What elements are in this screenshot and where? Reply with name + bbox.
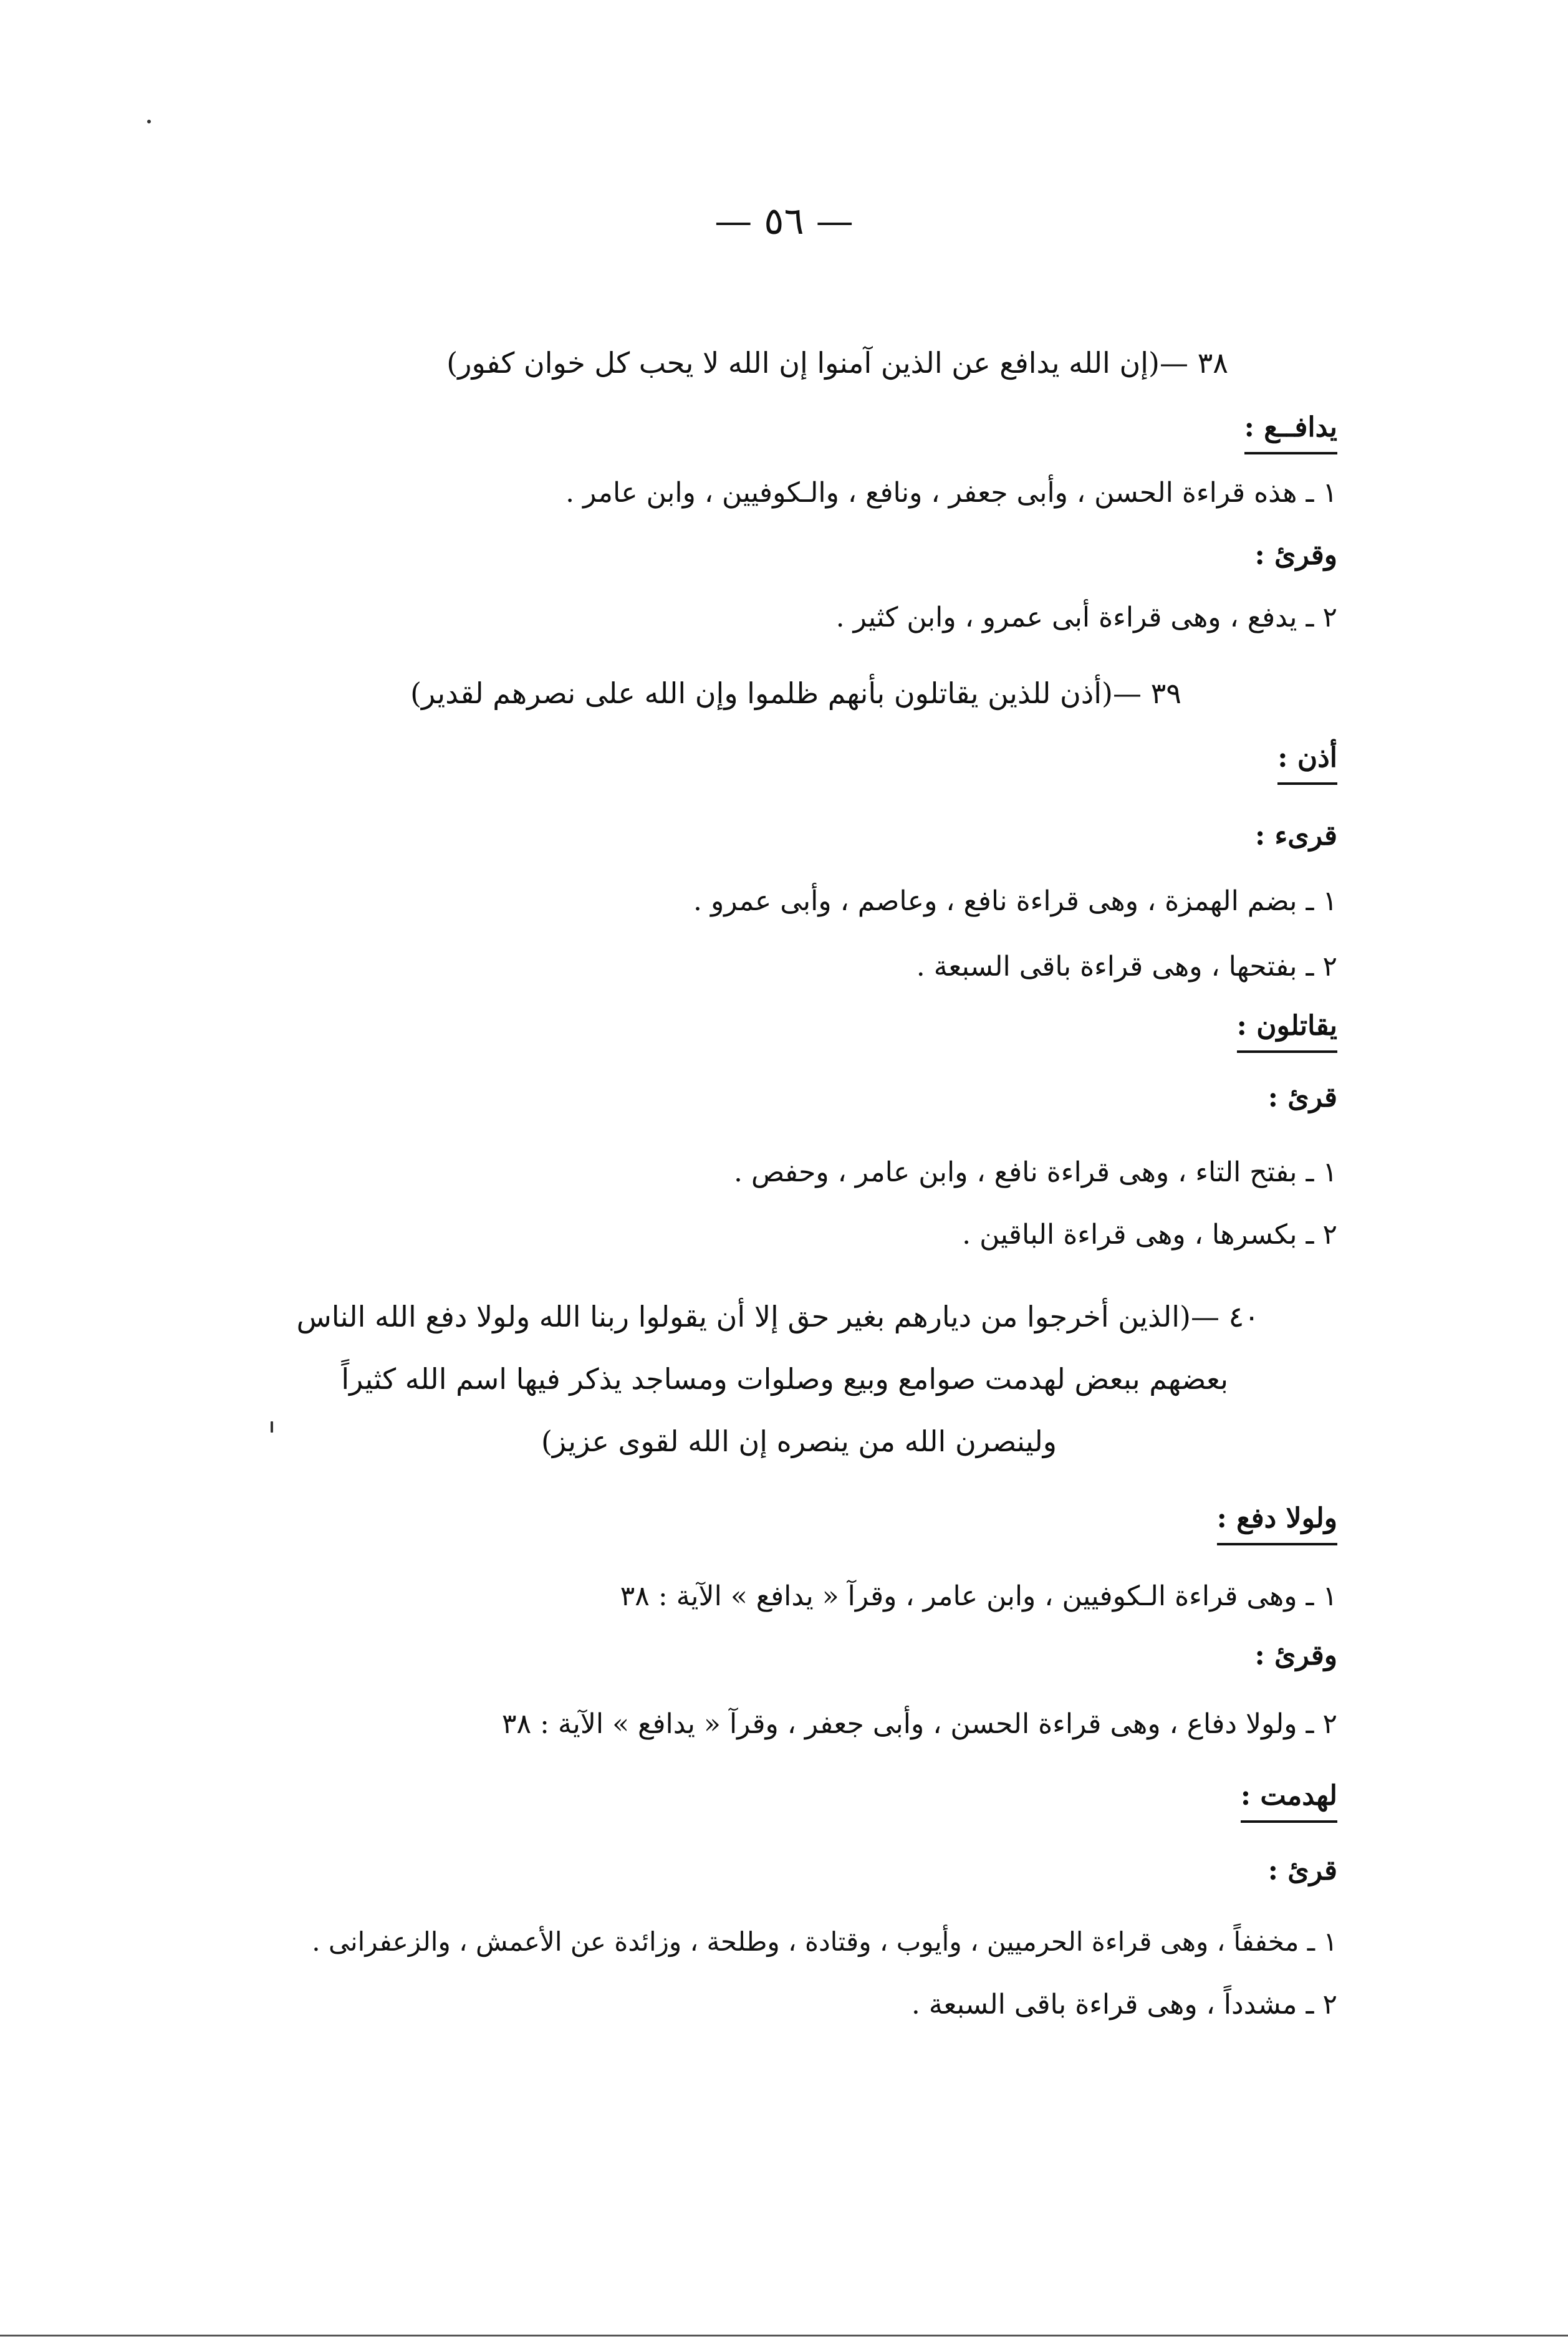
verse-38: ٣٨ —(إن الله يدافع عن الذين آمنوا إن الله لا يحب كل خوان كفور)	[446, 346, 1228, 380]
qura-label: قرىء :	[1255, 820, 1337, 852]
verse-40-line-2: بعضهم ببعض لهدمت صوامع وبيع وصلوات ومساجد يذكر فيها اسم الله كثيراً	[341, 1362, 1228, 1396]
note-line: ٢ ـ بفتحها ، وهى قراءة باقى السبعة .	[916, 951, 1337, 982]
qura-label: قرئ :	[1267, 1855, 1337, 1886]
note-line: ١ ـ بفتح التاء ، وهى قراءة نافع ، وابن عامر ، وحفص .	[734, 1156, 1337, 1188]
verse-40-line-3: ولينصرن الله من ينصره إن الله لقوى عزيز)	[541, 1424, 1057, 1458]
note-line: ٢ ـ مشدداً ، وهى قراءة باقى السبعة .	[911, 1989, 1337, 2020]
verse-39: ٣٩ —(أذن للذين يقاتلون بأنهم ظلموا وإن الله على نصرهم لقدير)	[410, 676, 1181, 710]
note-line: ١ ـ وهى قراءة الـكوفيين ، وابن عامر ، وقرآ « يدافع » الآية : ٣٨	[620, 1580, 1337, 1612]
qura-label: قرئ :	[1267, 1082, 1337, 1113]
note-line: ٢ ـ يدفع ، وهى قراءة أبى عمرو ، وابن كثير .	[835, 602, 1337, 633]
verse-40-line-1: ٤٠ —(الذين أخرجوا من ديارهم بغير حق إلا أن يقولوا ربنا الله ولولا دفع الله الناس	[296, 1300, 1259, 1333]
heading-lahuddimat: لهدمت :	[1241, 1780, 1337, 1823]
qura-label: وقرئ :	[1254, 539, 1337, 571]
note-line: ١ ـ هذه قراءة الحسن ، وأبى جعفر ، ونافع ، والـكوفيين ، وابن عامر .	[565, 477, 1337, 509]
scan-speck	[147, 120, 151, 123]
note-line: ١ ـ بضم الهمزة ، وهى قراءة نافع ، وعاصم ، وأبى عمرو .	[693, 885, 1337, 917]
heading-yuqatalun: يقاتلون :	[1237, 1010, 1337, 1053]
scan-speck	[271, 1421, 273, 1433]
heading-udhina: أذن :	[1277, 742, 1337, 785]
note-line: ١ ـ مخففاً ، وهى قراءة الحرميين ، وأيوب ، وقتادة ، وطلحة ، وزائدة عن الأعمش ، والزعفرانى .	[312, 1926, 1337, 1957]
page-number: — ٥٦ —	[714, 199, 854, 243]
page-bottom-edge	[0, 2335, 1568, 2337]
note-line: ٢ ـ ولولا دفاع ، وهى قراءة الحسن ، وأبى جعفر ، وقرآ « يدافع » الآية : ٣٨	[501, 1708, 1337, 1740]
heading-walawla-daf: ولولا دفع :	[1217, 1502, 1337, 1545]
note-line: ٢ ـ بكسرها ، وهى قراءة الباقين .	[962, 1219, 1337, 1251]
qura-label: وقرئ :	[1254, 1640, 1337, 1671]
heading-yudafi: يدافــع :	[1244, 411, 1337, 454]
